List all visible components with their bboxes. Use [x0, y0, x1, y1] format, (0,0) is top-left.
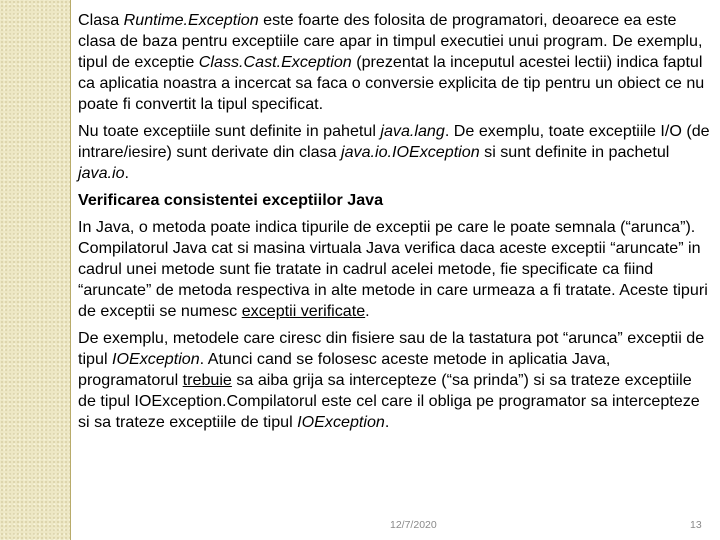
- text-span: Nu toate exceptiile sunt definite in pahetul: [78, 122, 381, 140]
- footer-page-number: 13: [690, 519, 702, 531]
- paragraph-checked-exceptions: [78, 217, 710, 322]
- term-checked-exceptions: exceptii verificate: [241, 302, 366, 320]
- paragraph-runtime-exception: [78, 10, 710, 115]
- text-span: . De exemplu, toate exceptiile I/O (de intrare/iesire) sunt derivate din clasa: [78, 122, 710, 161]
- slide-body: [78, 10, 710, 439]
- class-name-class-cast-exception: Class.Cast.Exception: [198, 53, 352, 71]
- text-span: In Java, o metoda poate indica tipurile de exceptii pe care le poate semnala (“arunca”). Compilatorul Java cat si masina virtuala Java verifica daca aceste exceptii “aruncate” in cadrul unei metode sunt fie tratate in cadrul acelei metode, fie specificate ca fiind “aruncate” de metoda respectiva in alte metode in care urmeaza a fi tratate. Aceste tipuri de exceptii se numesc: [78, 218, 708, 320]
- text-span: (prezentat la inceputul acestei lectii) indica faptul ca aplicatia noastra a incercat sa faca o conversie explicita de tip pentru un obiect ce nu poate fi convertit la tipul specificat.: [78, 53, 705, 113]
- text-span: .: [384, 413, 390, 431]
- class-name-ioexception: IOException: [297, 413, 385, 431]
- text-span: . Atunci cand se folosesc aceste metode in aplicatia Java, programatorul: [78, 350, 611, 389]
- package-name-java-io: java.io: [78, 164, 125, 182]
- package-name-java-lang: java.lang: [380, 122, 445, 140]
- text-span: sa aiba grija sa intercepteze (“sa prinda”) si sa trateze exceptiile de tipul IOException.Compilatorul este cel care il obliga pe programator sa intercepteze si sa trateze exceptiile de tipul: [78, 371, 700, 431]
- decorative-side-bar: [0, 0, 71, 540]
- footer-date: 12/7/2020: [390, 519, 437, 531]
- section-heading: Verificarea consistentei exceptiilor Java: [78, 191, 384, 209]
- class-name-runtime-exception: Runtime.Exception: [123, 11, 259, 29]
- emphasis-trebuie: trebuie: [182, 371, 232, 389]
- text-span: si sunt definite in pachetul: [479, 143, 670, 161]
- class-name-java-io-ioexception: java.io.IOException: [341, 143, 480, 161]
- text-span: Clasa: [78, 11, 124, 29]
- text-span: este foarte des folosita de programatori, deoarece ea este clasa de baza pentru exceptiile care apar in timpul executiei unui program. De exemplu, tipul de exceptie: [78, 11, 703, 71]
- text-span: .: [365, 302, 370, 320]
- paragraph-io-exceptions: [78, 121, 710, 184]
- text-span: De exemplu, metodele care ciresc din fisiere sau de la tastatura pot “arunca” exceptii de tipul: [78, 329, 705, 368]
- text-span: .: [124, 164, 130, 182]
- paragraph-ioexception-example: [78, 328, 710, 433]
- class-name-ioexception: IOException: [112, 350, 200, 368]
